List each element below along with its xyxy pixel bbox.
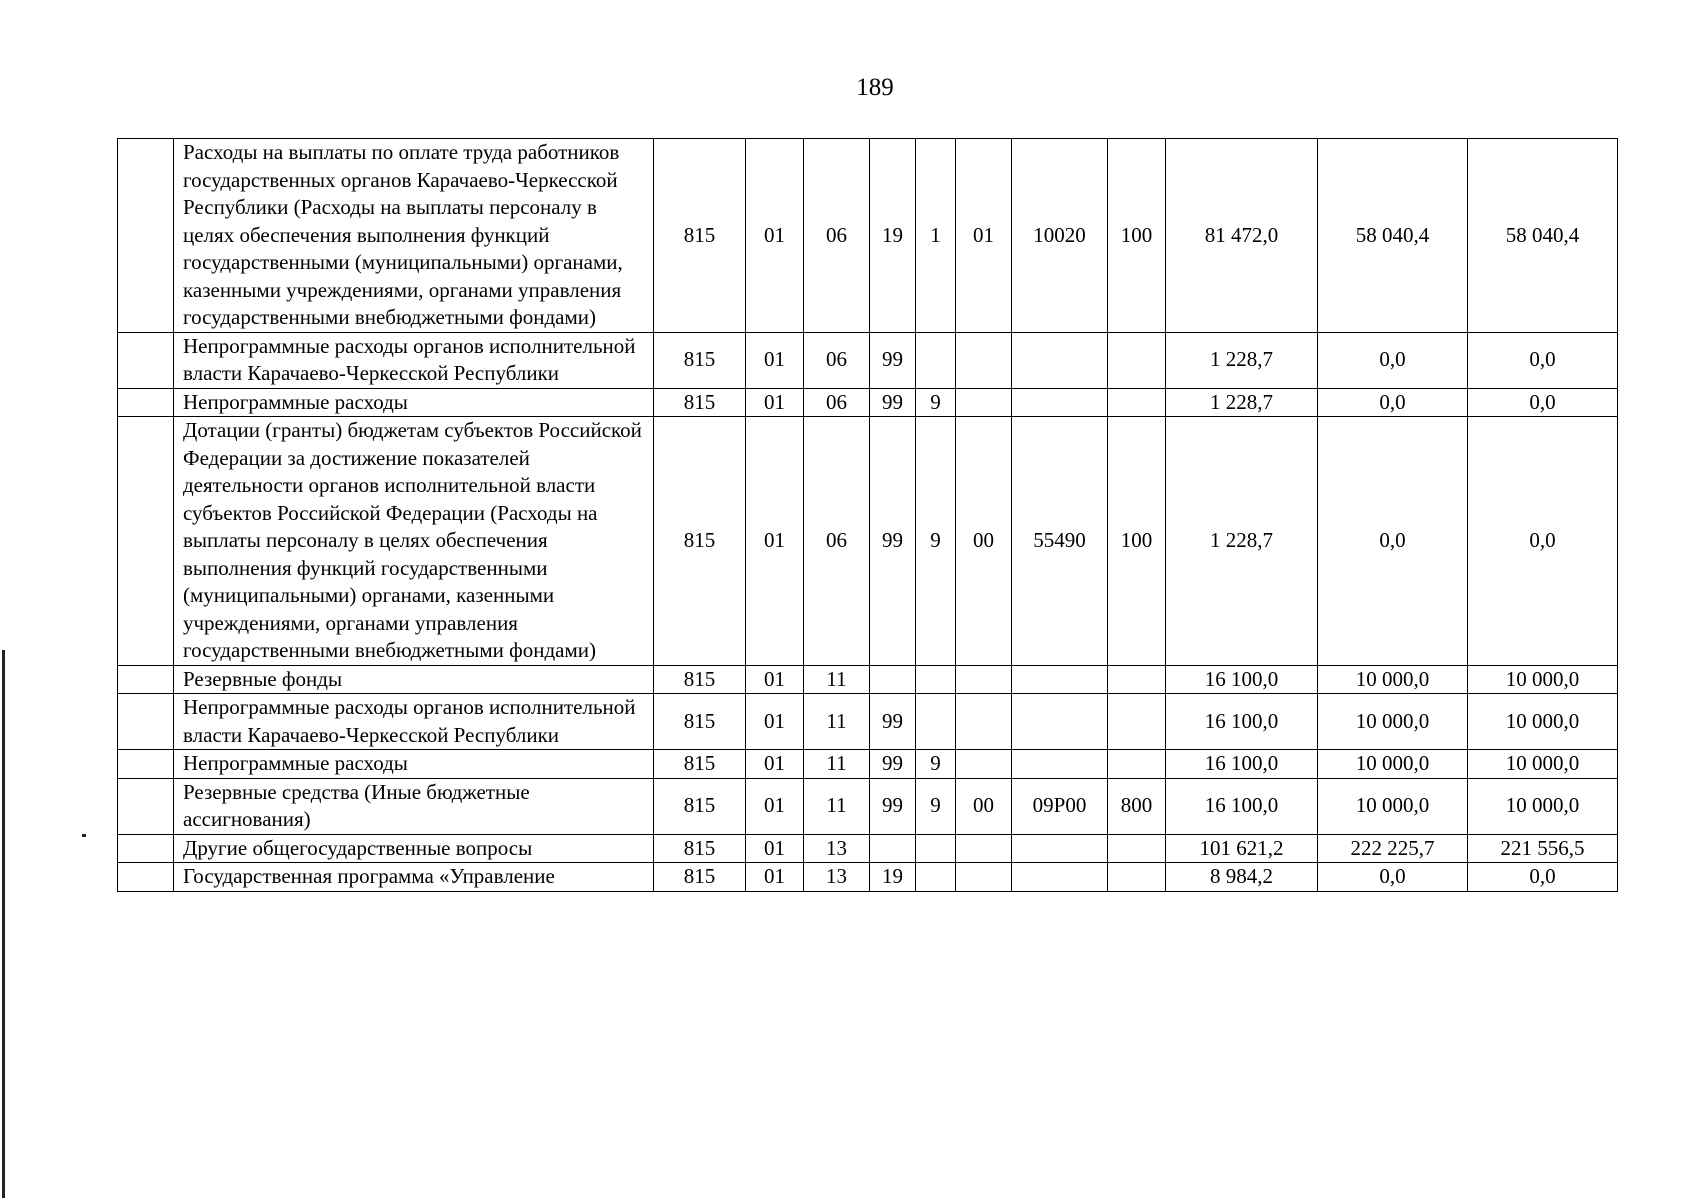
direction-code [1012, 834, 1108, 863]
amount-year-2: 0,0 [1318, 388, 1468, 417]
amount-year-1: 1 228,7 [1166, 417, 1318, 666]
row-number-cell [118, 332, 174, 388]
expense-type-code: 800 [1108, 778, 1166, 834]
scan-edge-line [2, 650, 5, 1198]
amount-year-2: 10 000,0 [1318, 778, 1468, 834]
event-code: 01 [956, 139, 1012, 333]
amount-year-3: 0,0 [1468, 388, 1618, 417]
amount-year-3: 58 040,4 [1468, 139, 1618, 333]
event-code [956, 750, 1012, 779]
subsection-code: 13 [804, 863, 870, 892]
dept-code: 815 [654, 388, 746, 417]
expense-type-code [1108, 834, 1166, 863]
expense-name: Резервные фонды [174, 665, 654, 694]
expense-type-code: 100 [1108, 417, 1166, 666]
event-code [956, 388, 1012, 417]
section-code: 01 [746, 417, 804, 666]
amount-year-3: 0,0 [1468, 417, 1618, 666]
dept-code: 815 [654, 834, 746, 863]
expense-name: Непрограммные расходы органов исполнительной власти Карачаево-Черкесской Республики [174, 332, 654, 388]
subprogram-code [916, 694, 956, 750]
direction-code [1012, 665, 1108, 694]
dept-code: 815 [654, 778, 746, 834]
expense-name: Дотации (гранты) бюджетам субъектов Российской Федерации за достижение показателей деятельности органов исполнительной власти субъектов Российской Федерации (Расходы на выплаты персоналу в целях обеспечения выполнения функций государственными (муниципальными) органами, казенными учреждениями, органами управления государственными внебюджетными фондами) [174, 417, 654, 666]
subprogram-code [916, 834, 956, 863]
expense-name: Государственная программа «Управление [174, 863, 654, 892]
subsection-code: 06 [804, 332, 870, 388]
row-number-cell [118, 139, 174, 333]
budget-table [117, 138, 1618, 892]
section-code: 01 [746, 834, 804, 863]
program-code: 99 [870, 417, 916, 666]
table-row [118, 863, 1618, 892]
expense-type-code: 100 [1108, 139, 1166, 333]
row-number-cell [118, 388, 174, 417]
amount-year-2: 58 040,4 [1318, 139, 1468, 333]
expense-name: Другие общегосударственные вопросы [174, 834, 654, 863]
amount-year-3: 221 556,5 [1468, 834, 1618, 863]
event-code [956, 863, 1012, 892]
table-row [118, 694, 1618, 750]
subsection-code: 06 [804, 388, 870, 417]
table-row [118, 665, 1618, 694]
event-code [956, 694, 1012, 750]
amount-year-3: 0,0 [1468, 332, 1618, 388]
program-code: 99 [870, 750, 916, 779]
section-code: 01 [746, 139, 804, 333]
program-code [870, 665, 916, 694]
amount-year-1: 8 984,2 [1166, 863, 1318, 892]
section-code: 01 [746, 388, 804, 417]
event-code [956, 665, 1012, 694]
amount-year-1: 16 100,0 [1166, 778, 1318, 834]
amount-year-2: 222 225,7 [1318, 834, 1468, 863]
expense-type-code [1108, 750, 1166, 779]
expense-name: Непрограммные расходы органов исполнительной власти Карачаево-Черкесской Республики [174, 694, 654, 750]
subprogram-code: 1 [916, 139, 956, 333]
expense-name: Расходы на выплаты по оплате труда работников государственных органов Карачаево-Черкесской Республики (Расходы на выплаты персоналу в целях обеспечения выполнения функций государственными (муниципальными) органами, казенными учреждениями, органами управления государственными внебюджетными фондами) [174, 139, 654, 333]
table-row [118, 750, 1618, 779]
event-code [956, 834, 1012, 863]
section-code: 01 [746, 750, 804, 779]
subprogram-code: 9 [916, 388, 956, 417]
event-code: 00 [956, 417, 1012, 666]
amount-year-2: 0,0 [1318, 863, 1468, 892]
direction-code [1012, 863, 1108, 892]
expense-name: Непрограммные расходы [174, 750, 654, 779]
table-row [118, 139, 1618, 333]
expense-type-code [1108, 388, 1166, 417]
program-code: 19 [870, 863, 916, 892]
program-code: 99 [870, 388, 916, 417]
amount-year-1: 81 472,0 [1166, 139, 1318, 333]
row-number-cell [118, 665, 174, 694]
table-row [118, 332, 1618, 388]
section-code: 01 [746, 694, 804, 750]
section-code: 01 [746, 665, 804, 694]
row-number-cell [118, 750, 174, 779]
row-number-cell [118, 694, 174, 750]
dept-code: 815 [654, 417, 746, 666]
amount-year-3: 0,0 [1468, 863, 1618, 892]
table-row [118, 417, 1618, 666]
direction-code: 55490 [1012, 417, 1108, 666]
program-code: 19 [870, 139, 916, 333]
direction-code [1012, 332, 1108, 388]
program-code [870, 834, 916, 863]
dept-code: 815 [654, 863, 746, 892]
event-code [956, 332, 1012, 388]
subsection-code: 13 [804, 834, 870, 863]
expense-type-code [1108, 665, 1166, 694]
expense-name: Резервные средства (Иные бюджетные ассигнования) [174, 778, 654, 834]
amount-year-2: 10 000,0 [1318, 750, 1468, 779]
amount-year-2: 10 000,0 [1318, 694, 1468, 750]
dept-code: 815 [654, 332, 746, 388]
expense-type-code [1108, 694, 1166, 750]
program-code: 99 [870, 778, 916, 834]
section-code: 01 [746, 863, 804, 892]
section-code: 01 [746, 778, 804, 834]
amount-year-2: 0,0 [1318, 332, 1468, 388]
amount-year-3: 10 000,0 [1468, 778, 1618, 834]
amount-year-1: 16 100,0 [1166, 694, 1318, 750]
amount-year-3: 10 000,0 [1468, 750, 1618, 779]
expense-type-code [1108, 332, 1166, 388]
row-number-cell [118, 417, 174, 666]
program-code: 99 [870, 332, 916, 388]
amount-year-2: 0,0 [1318, 417, 1468, 666]
dept-code: 815 [654, 665, 746, 694]
row-number-cell [118, 778, 174, 834]
section-code: 01 [746, 332, 804, 388]
subsection-code: 11 [804, 665, 870, 694]
dept-code: 815 [654, 750, 746, 779]
table-row [118, 778, 1618, 834]
direction-code [1012, 750, 1108, 779]
amount-year-1: 1 228,7 [1166, 332, 1318, 388]
subsection-code: 06 [804, 139, 870, 333]
amount-year-1: 1 228,7 [1166, 388, 1318, 417]
amount-year-2: 10 000,0 [1318, 665, 1468, 694]
expense-type-code [1108, 863, 1166, 892]
row-number-cell [118, 863, 174, 892]
page-number: 189 [856, 74, 894, 101]
amount-year-1: 16 100,0 [1166, 665, 1318, 694]
subprogram-code: 9 [916, 750, 956, 779]
table-row [118, 834, 1618, 863]
direction-code: 09Р00 [1012, 778, 1108, 834]
subsection-code: 11 [804, 750, 870, 779]
direction-code [1012, 388, 1108, 417]
table-body [118, 139, 1618, 892]
direction-code [1012, 694, 1108, 750]
dept-code: 815 [654, 694, 746, 750]
direction-code: 10020 [1012, 139, 1108, 333]
subprogram-code: 9 [916, 417, 956, 666]
subsection-code: 11 [804, 694, 870, 750]
expense-name: Непрограммные расходы [174, 388, 654, 417]
subprogram-code [916, 665, 956, 694]
scan-speck [82, 834, 86, 837]
subsection-code: 11 [804, 778, 870, 834]
subsection-code: 06 [804, 417, 870, 666]
row-number-cell [118, 834, 174, 863]
amount-year-3: 10 000,0 [1468, 665, 1618, 694]
subprogram-code: 9 [916, 778, 956, 834]
dept-code: 815 [654, 139, 746, 333]
amount-year-1: 101 621,2 [1166, 834, 1318, 863]
table-row [118, 388, 1618, 417]
program-code: 99 [870, 694, 916, 750]
subprogram-code [916, 863, 956, 892]
amount-year-3: 10 000,0 [1468, 694, 1618, 750]
subprogram-code [916, 332, 956, 388]
event-code: 00 [956, 778, 1012, 834]
amount-year-1: 16 100,0 [1166, 750, 1318, 779]
